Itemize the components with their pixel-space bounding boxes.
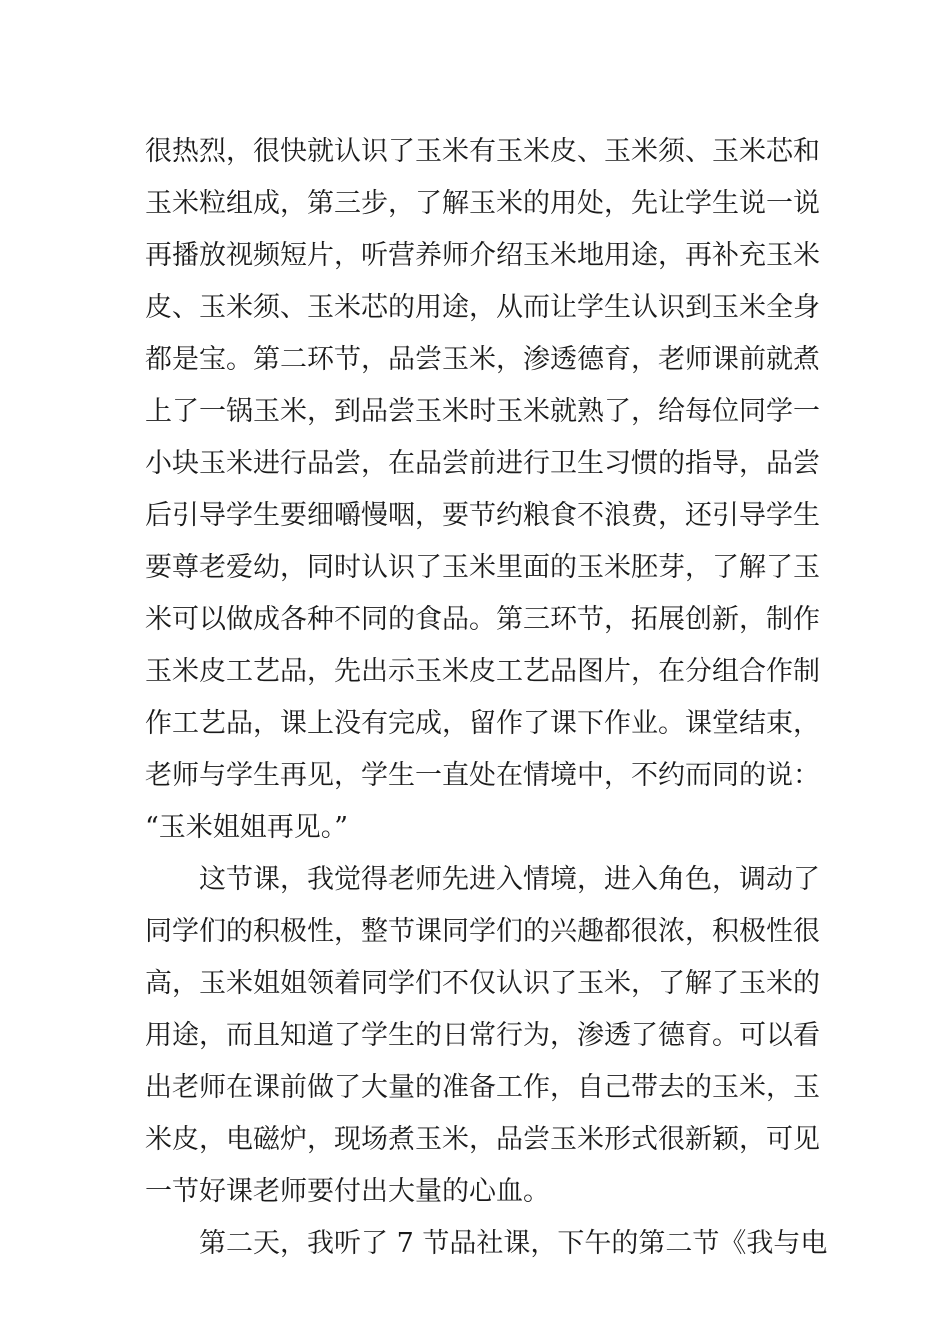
text-line: 都是宝。第二环节，品尝玉米，渗透德育，老师课前就煮 bbox=[145, 344, 820, 375]
paragraph-start-line: 这节课，我觉得老师先进入情境，进入角色，调动了 bbox=[145, 864, 820, 895]
text-line: 后引导学生要细嚼慢咽，要节约粮食不浪费，还引导学生 bbox=[145, 500, 820, 531]
paragraph-end-line: 一节好课老师要付出大量的心血。 bbox=[145, 1176, 550, 1207]
text-line: 用途，而且知道了学生的日常行为，渗透了德育。可以看 bbox=[145, 1020, 820, 1051]
text-line: 玉米粒组成，第三步，了解玉米的用处，先让学生说一说 bbox=[145, 188, 820, 219]
text-line: 小块玉米进行品尝，在品尝前进行卫生习惯的指导，品尝 bbox=[145, 448, 820, 479]
paragraph-end-line: “玉米姐姐再见。” bbox=[145, 812, 349, 843]
text-line: 出老师在课前做了大量的准备工作，自己带去的玉米，玉 bbox=[145, 1072, 820, 1103]
text-line: 米皮，电磁炉，现场煮玉米，品尝玉米形式很新颖，可见 bbox=[145, 1124, 820, 1155]
body-text bbox=[145, 126, 828, 1270]
paragraph-start-line: 第二天，我听了 7 节品社课，下午的第二节《我与电 bbox=[145, 1228, 828, 1259]
text-line: 皮、玉米须、玉米芯的用途，从而让学生认识到玉米全身 bbox=[145, 292, 820, 323]
text-line: 高，玉米姐姐领着同学们不仅认识了玉米，了解了玉米的 bbox=[145, 968, 820, 999]
text-line: 作工艺品，课上没有完成，留作了课下作业。课堂结束， bbox=[145, 708, 820, 739]
text-line: 米可以做成各种不同的食品。第三环节，拓展创新，制作 bbox=[145, 604, 820, 635]
text-line: 同学们的积极性，整节课同学们的兴趣都很浓，积极性很 bbox=[145, 916, 820, 947]
text-line: 上了一锅玉米，到品尝玉米时玉米就熟了，给每位同学一 bbox=[145, 396, 820, 427]
text-line: 很热烈，很快就认识了玉米有玉米皮、玉米须、玉米芯和 bbox=[145, 136, 820, 167]
text-line: 老师与学生再见，学生一直处在情境中，不约而同的说： bbox=[145, 760, 820, 791]
text-line: 要尊老爱幼，同时认识了玉米里面的玉米胚芽，了解了玉 bbox=[145, 552, 820, 583]
text-line: 再播放视频短片，听营养师介绍玉米地用途，再补充玉米 bbox=[145, 240, 820, 271]
text-line: 玉米皮工艺品，先出示玉米皮工艺品图片，在分组合作制 bbox=[145, 656, 820, 687]
